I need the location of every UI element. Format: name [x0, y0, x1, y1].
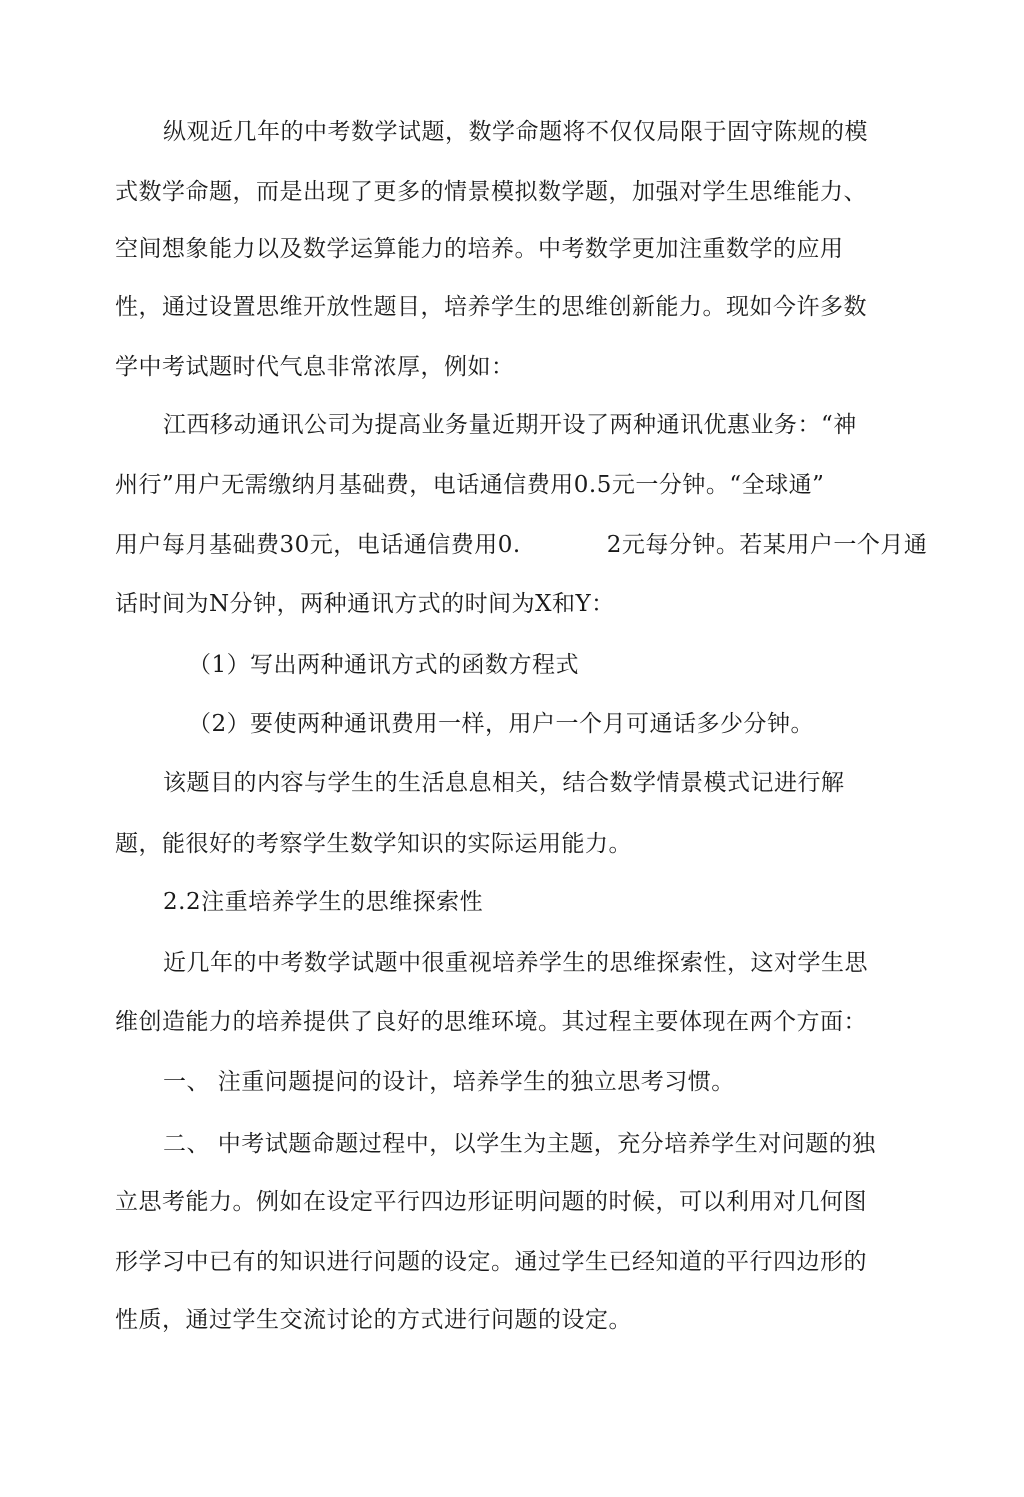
paragraph-1-line-2: 式数学命题，而是出现了更多的情景模拟数学题，加强对学生思维能力、 — [115, 179, 867, 205]
paragraph-6-line-1: 二、 中考试题命题过程中，以学生为主题，充分培养学生对问题的独 — [163, 1131, 876, 1157]
paragraph-6-line-3: 形学习中已有的知识进行问题的设定。通过学生已经知道的平行四边形的 — [115, 1249, 867, 1275]
list-item — [188, 709, 814, 739]
paragraph-3-line-1: 该题目的内容与学生的生活息息相关，结合数学情景模式记进行解 — [163, 770, 845, 796]
list-item-number: （2） — [188, 711, 251, 737]
paragraph-2-line-3 — [115, 530, 927, 560]
paragraph-1-line-1: 纵观近几年的中考数学试题，数学命题将不仅仅局限于固守陈规的模 — [163, 119, 868, 145]
list-item — [188, 650, 579, 680]
paragraph-1-line-3: 空间想象能力以及数学运算能力的培养。中考数学更加注重数学的应用 — [115, 236, 844, 262]
paragraph-1-line-4: 性，通过设置思维开放性题目，培养学生的思维创新能力。现如今许多数 — [115, 294, 867, 320]
paragraph-2-line-4: 话时间为N分钟，两种通讯方式的时间为X和Y： — [115, 591, 615, 617]
list-item-number: （1） — [188, 652, 251, 678]
paragraph-2-line-3a: 用户每月基础费30元，电话通信费用0. — [115, 532, 521, 558]
list-item-text: 写出两种通讯方式的函数方程式 — [250, 652, 579, 678]
paragraph-4-line-2: 维创造能力的培养提供了良好的思维环境。其过程主要体现在两个方面： — [115, 1009, 867, 1035]
paragraph-4-line-1: 近几年的中考数学试题中很重视培养学生的思维探索性，这对学生思 — [163, 950, 868, 976]
paragraph-6-line-4: 性质，通过学生交流讨论的方式进行问题的设定。 — [115, 1307, 632, 1333]
paragraph-1-line-5: 学中考试题时代气息非常浓厚，例如： — [115, 354, 515, 380]
paragraph-3-line-2: 题，能很好的考察学生数学知识的实际运用能力。 — [115, 831, 632, 857]
paragraph-2-line-2: 州行”用户无需缴纳月基础费，电话通信费用0.5元一分钟。“全球通” — [115, 472, 825, 498]
paragraph-6-line-2: 立思考能力。例如在设定平行四边形证明问题的时候，可以利用对几何图 — [115, 1189, 867, 1215]
section-heading: 2.2注重培养学生的思维探索性 — [163, 889, 484, 915]
list-item-text: 要使两种通讯费用一样，用户一个月可通话多少分钟。 — [250, 711, 814, 737]
paragraph-2-line-1: 江西移动通讯公司为提高业务量近期开设了两种通讯优惠业务：“神 — [163, 412, 857, 438]
paragraph-2-line-3b: 2元每分钟。若某用户一个月通 — [606, 532, 928, 558]
paragraph-5: 一、 注重问题提问的设计，培养学生的独立思考习惯。 — [163, 1069, 735, 1095]
